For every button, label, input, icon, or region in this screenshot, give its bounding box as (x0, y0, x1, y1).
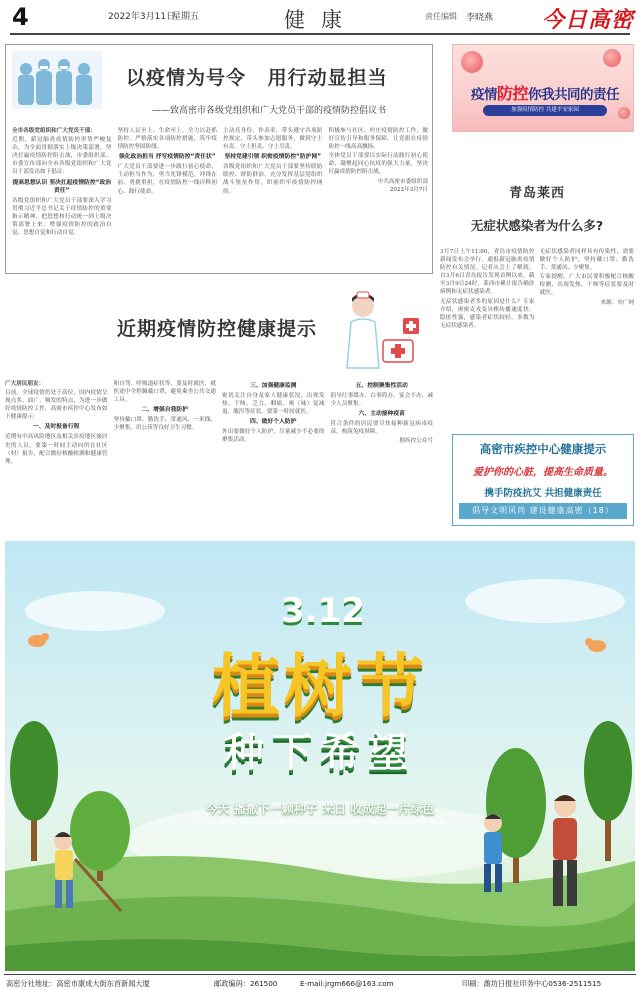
section-heading: 三、加强健康监测 (250, 383, 297, 389)
footer-address: 高密分社地址：高密市康成大街东首新闻大厦 (6, 979, 150, 988)
sign-date: 2022年3月7日 (389, 186, 428, 193)
article-health-tips (5, 288, 433, 528)
footer-postcode: 邮政编码：261500 (214, 979, 278, 988)
newspaper-brand: 今日高密 (542, 7, 635, 33)
text-column (5, 380, 108, 526)
text-column (329, 127, 429, 269)
paragraph: 专家提醒，广大市民要积极配合核酸检测，出现发热、干咳等症状要及时就医。 (539, 274, 634, 297)
medical-staff-illustration (12, 51, 102, 109)
page-number: 4 (12, 3, 29, 31)
article-body (5, 380, 433, 526)
paragraph: 外出要做好个人防护，尽量减少不必要的聚集活动。 (222, 429, 325, 444)
article-title: 以疫情为号令 用行动显担当 (126, 67, 388, 89)
signature: 中共高密市委组织部 (377, 178, 428, 185)
section-heading: 四、做好个人防护 (250, 419, 297, 426)
poster-date: 3.12 (281, 591, 365, 631)
paragraph: 和自驾、呼吸道症状等，要及时就医，就医途中全程佩戴口罩，避免乘坐公共交通工具。 (113, 381, 216, 404)
source: 据疾控公众号 (399, 438, 433, 445)
footer-divider (4, 974, 636, 975)
poster-title: 植树节 (211, 648, 428, 727)
page-header (0, 0, 640, 38)
article-kicker: 青岛莱西 (508, 186, 565, 201)
ad-headline (457, 81, 633, 104)
section-heading: 二、增强自我防护 (141, 407, 188, 414)
poster-english-slogan: TREE PLANTING DAY ADDS A GREEN AND BEAUTIFUL HOME CHERISH OUR COMMON HOME (194, 820, 446, 826)
issue-date: 2022年3月11日 (108, 12, 176, 22)
section-heading: 坚持党建引领 织密疫情防控“防护网” (224, 154, 322, 161)
section-heading: 强化政治担当 抒写疫情防控“责任状” (118, 154, 216, 161)
paragraph: 无症状感染者同样具有传染性，需要做好个人防护，坚持戴口罩、勤洗手、常通风、少聚集。 (539, 249, 634, 272)
header-divider (10, 33, 630, 35)
ad-slogan: 携手防疫抗艾 共担健康责任 (484, 488, 602, 499)
paragraph: 倡导红事缓办、白事简办、宴会不办，减少人员聚集。 (330, 393, 433, 408)
article-laixi (440, 178, 634, 418)
issue-weekday: 星期五 (172, 12, 200, 22)
paragraph: 各级党组织和广大党员干部要坚持联防联控、群防群治，充分发挥基层党组织战斗堡垒作用，织密织牢疫情防控网络。 (223, 164, 323, 195)
salutation: 全市各级党组织和广大党员干部： (12, 128, 96, 134)
article-body (12, 127, 428, 269)
page-footer (0, 974, 640, 990)
paragraph: 密切关注自身及家人健康状况，出现发热、干咳、乏力、咽痛、嗅（味）觉减退、腹泻等症状，要第一时间就医。 (222, 393, 325, 416)
editor-label: 责任编辑 (425, 12, 457, 21)
poster-subtitle: 种下希望 (224, 730, 416, 776)
article-title: 近期疫情防控健康提示 (117, 318, 318, 340)
section-heading: 提高思想认识 坚决扛起疫情防控“政治责任” (12, 179, 112, 194)
poster-slogan: 今天 播撒下一颗种子 来日 收成起一片绿色 (205, 802, 435, 816)
cdc-health-ad (452, 434, 634, 526)
nurse-illustration (335, 288, 425, 370)
source: 来源：央广网 (600, 299, 634, 306)
paragraph: 坚持人民至上、生命至上，全力以赴抓防控，严格落实各项防控措施，筑牢疫情防控坚固防线。 (117, 128, 217, 151)
paragraph: 广大党员干部要进一步践行初心使命，主动担当作为，勇当先锋模范，冲锋在前、勇挑重担，在疫情防控一线诠释初心、践行使命。 (117, 164, 217, 195)
paragraph: 近期有中高风险地区及相关涉疫地区旅居史的人员，要第一时间主动向所在社区（村）报告，配合做好核酸检测和健康管理。 (5, 434, 108, 465)
footer-email: E-mail:jrgm666@163.com (300, 979, 394, 988)
paragraph: 全体党员干部要以实际行动践行初心使命，凝聚起同心抗疫的强大力量，坚决打赢疫情防控阻击战。 (328, 153, 428, 176)
salutation: 广大居民朋友： (5, 381, 45, 387)
text-column (223, 127, 323, 269)
article-body (440, 248, 634, 418)
text-column (331, 380, 434, 526)
paragraph: 各级党组织和广大党员干部要深入学习贯彻习近平总书记关于疫情防控的重要指示精神，把思想和行动统一到上级决策部署上来，增强疫情防控的政治自觉、思想自觉和行动自觉。 (12, 197, 112, 236)
text-column (12, 127, 112, 269)
epidemic-prevention-ad (452, 44, 634, 132)
headline-highlight: 防控 (496, 84, 528, 103)
section-heading: 一、及时报备行程 (33, 424, 80, 431)
paragraph: 坚持戴口罩、勤洗手、常通风、一米线、少聚集、用公筷等良好卫生习惯。 (113, 417, 216, 432)
paragraph: 积极参与社区、村庄疫情防控工作，做好宣传引导和服务保障，让党旗在疫情防控一线高高飘扬。 (328, 128, 428, 151)
paragraph: 近期，新冠肺炎疫情防控形势严峻复杂，为全面贯彻落实上级决策部署，坚决打赢疫情防控阻击战，市委组织部、市委宣传部向全市各级党组织和广大党员干部发出如下倡议： (12, 137, 112, 176)
article-initiative (5, 44, 433, 274)
virus-icon (461, 51, 483, 73)
text-column (118, 127, 218, 269)
article-title: 无症状感染者为什么多? (470, 218, 604, 233)
ad-tagline: 爱护你的心脏，提高生命质量。 (473, 467, 613, 478)
ad-title: 高密市疾控中心健康提示 (479, 442, 607, 456)
article-subtitle: ——致高密市各级党组织和广大党员干部的疫情防控倡议书 (152, 106, 387, 116)
section-heading: 五、控制聚集性活动 (355, 383, 408, 389)
section-title: 健康 (284, 8, 358, 32)
paragraph: 主动亮身份、作表率，带头遵守各项防控规定，带头参加志愿服务，做到守土有责、守土担责、守土尽责。 (223, 128, 323, 151)
virus-icon (603, 49, 621, 67)
paragraph: 目前，全球疫情仍处于高位，国内疫情呈现点多、面广、频发的特点，为进一步做好疫情防控工作，高密市疾控中心发布如下健康提示： (5, 390, 108, 421)
section-heading: 六、主动接种疫苗 (358, 411, 405, 418)
virus-icon (618, 107, 630, 119)
paragraph: 符合条件的居民要尽快接种新冠病毒疫苗，构筑免疫屏障。 (330, 421, 433, 436)
text-column (222, 380, 325, 526)
ad-banner: 倡导文明风尚 建设健康高密（18） (459, 503, 627, 519)
arbor-day-poster (5, 541, 635, 971)
text-column (440, 248, 535, 418)
headline-post: 你我共同的责任 (528, 87, 619, 103)
footer-printer: 印刷：潍坊日报社印务中心0536-2511515 (462, 979, 602, 988)
text-column (114, 380, 217, 526)
paragraph: 无症状感染者多的原因是什么？专家介绍，奥密克戎变异株传播速度快、隐匿性强，感染者症状较轻，多数为无症状感染者。 (440, 298, 535, 329)
text-column (540, 248, 635, 418)
headline-pre: 疫情 (470, 87, 497, 103)
paragraph: 3月7日上午11:00，青岛市疫情防控新闻发布会举行。通报新冠肺炎疫情防控有关情况。记者从会上了解到，自3月6日青岛报告发现首例以来，截至3月9日24时，莱西市累计报告确诊病例和无症状感染者。 (440, 249, 535, 296)
editor-name: 李晓燕 (466, 13, 494, 23)
ad-slogan: 加强疫情防控 共建平安家园 (483, 105, 607, 116)
